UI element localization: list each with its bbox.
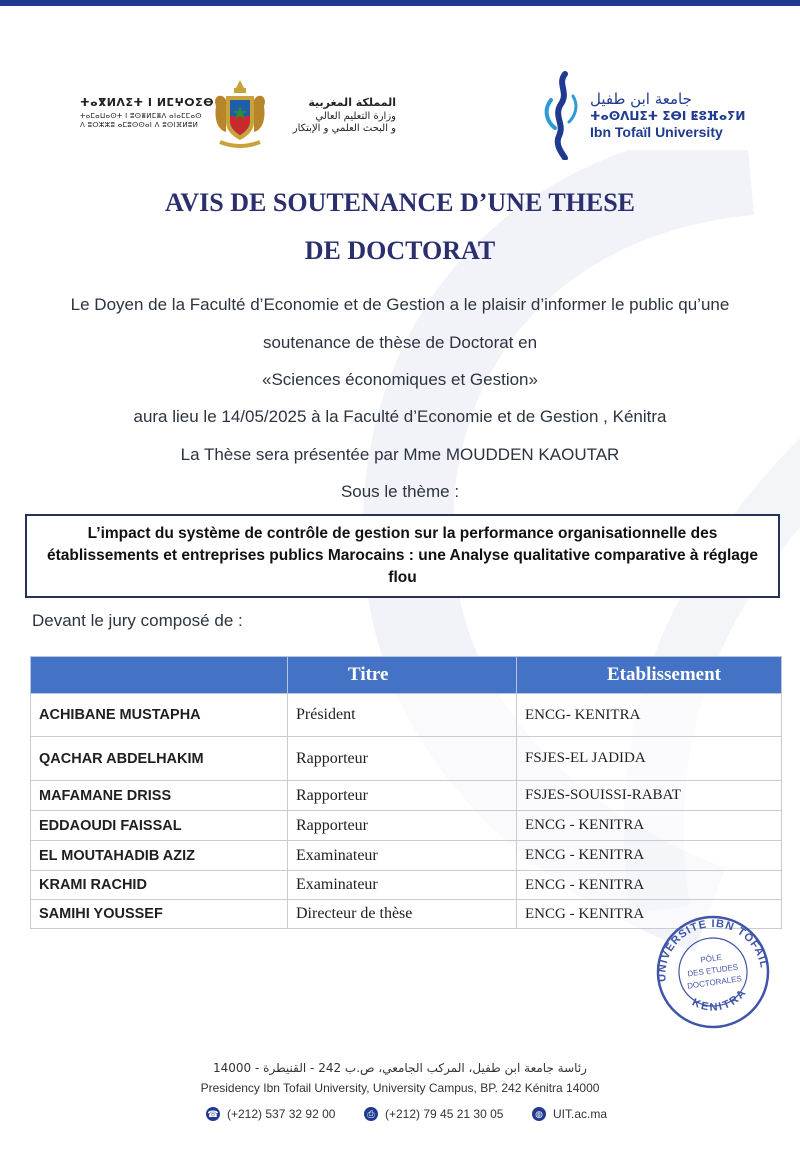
jury-member-name: MAFAMANE DRISS: [31, 781, 288, 811]
jury-member-name: KRAMI RACHID: [31, 871, 288, 900]
svg-text:KENITRA: [688, 985, 751, 1017]
jury-table-header: [31, 657, 782, 694]
stamp-center-line3: DOCTORALES: [686, 974, 743, 991]
footer-arabic-address: رئاسة جامعة ابن طفيل، المركب الجامعي، ص.ب 242 - القنيطرة - 14000: [213, 1061, 587, 1075]
header-titre: Titre: [288, 657, 517, 694]
stamp-center-line2: DES ETUDES: [686, 962, 739, 979]
globe-icon: ◍: [532, 1107, 546, 1121]
jury-member-role: Examinateur: [288, 871, 517, 900]
jury-table: [30, 656, 782, 929]
jury-member-role: Rapporteur: [288, 781, 517, 811]
footer-website-link[interactable]: UIT.ac.ma: [553, 1107, 608, 1121]
jury-member-institution: FSJES-SOUISSI-RABAT: [517, 781, 782, 811]
announcement-line2: soutenance de thèse de Doctorat en: [262, 333, 538, 352]
thesis-theme: L’impact du système de contrôle de gestion sur la performance organisationnelle des établissements et entreprises publics Marocains : une Analyse qualitative comparative à réglage flou: [47, 525, 758, 586]
jury-intro: Devant le jury composé de :: [32, 611, 243, 630]
phone-icon: ☎: [206, 1107, 220, 1121]
jury-member-institution: FSJES-EL JADIDA: [517, 737, 782, 781]
page-title-line1: AVIS DE SOUTENANCE D’UNE THESE: [164, 188, 636, 217]
announcement-theme-intro: Sous le thème :: [340, 482, 460, 501]
jury-member-name: SAMIHI YOUSSEF: [31, 900, 288, 929]
page-title-line2: DE DOCTORAT: [304, 236, 496, 265]
footer-contacts: [206, 1107, 606, 1125]
thesis-theme-box: [25, 514, 780, 598]
university-name-block: [590, 90, 745, 140]
footer-address: Presidency Ibn Tofail University, University Campus, BP. 242 Kénitra 14000: [200, 1081, 600, 1095]
ministry-arabic-line1: المملكة المغربية: [308, 96, 396, 109]
ministry-tifinagh-line3: ⴷ ⵓⵔⵣⵣⵓ ⴰⵎⵓⵙⵙⴰⵏ ⴷ ⵓⵙⵏⴼⵍⵓⵍ: [80, 121, 199, 129]
table-row: [31, 811, 782, 841]
jury-member-institution: ENCG- KENITRA: [517, 694, 782, 737]
jury-member-name: EL MOUTAHADIB AZIZ: [31, 841, 288, 871]
top-accent-bar: [0, 0, 800, 6]
ministry-tifinagh: [80, 96, 214, 129]
announcement-date-place: aura lieu le 14/05/2025 à la Faculté d’Economie et de Gestion , Kénitra: [133, 407, 667, 426]
fax-icon: ⎙: [364, 1107, 378, 1121]
announcement-candidate: La Thèse sera présentée par Mme MOUDDEN KAOUTAR: [180, 445, 620, 464]
moroccan-coat-of-arms-icon: [208, 76, 272, 152]
doctoral-studies-stamp: [651, 913, 775, 1031]
stamp-ring-top: UNIVERSITE IBN TOFAIL: [656, 917, 771, 983]
jury-member-role: Rapporteur: [288, 737, 517, 781]
jury-member-role: Rapporteur: [288, 811, 517, 841]
ministry-tifinagh-line1: ⵜⴰⴳⵍⴷⵉⵜ ⵏ ⵍⵎⵖⵔⵉⴱ: [80, 96, 215, 109]
ministry-arabic: [284, 96, 396, 134]
table-row: [31, 694, 782, 737]
header: [0, 70, 800, 160]
jury-member-institution: ENCG - KENITRA: [517, 841, 782, 871]
jury-member-role: Examinateur: [288, 841, 517, 871]
footer-fax: [364, 1107, 503, 1121]
announcement-discipline: «Sciences économiques et Gestion»: [262, 370, 538, 389]
jury-member-institution: ENCG - KENITRA: [517, 871, 782, 900]
jury-member-name: ACHIBANE MUSTAPHA: [31, 694, 288, 737]
stamp-center-line1: PÔLE: [699, 952, 723, 965]
header-etablissement: Etablissement: [517, 657, 782, 694]
jury-member-institution: ENCG - KENITRA: [517, 811, 782, 841]
footer-phone-number: (+212) 537 32 92 00: [227, 1107, 336, 1121]
university-name: Ibn Tofaïl University: [590, 124, 723, 140]
university-tifinagh: ⵜⴰⵙⴷⵡⵉⵜ ⵉⴱⵏ ⵟⵓⴼⴰⵢⵍ: [590, 109, 746, 123]
footer-phone: [206, 1107, 335, 1121]
stamp-ring-bottom: KENITRA: [690, 986, 750, 1014]
footer-website[interactable]: [532, 1107, 607, 1121]
ministry-arabic-line3: و البحث العلمي و الإبتكار: [292, 123, 396, 134]
table-row: [31, 841, 782, 871]
ibn-tofail-logo-icon: [535, 70, 585, 160]
table-row: [31, 781, 782, 811]
jury-member-role: Président: [288, 694, 517, 737]
jury-member-role: Directeur de thèse: [288, 900, 517, 929]
university-arabic: جامعة ابن طفيل: [590, 90, 692, 108]
announcement-line1: Le Doyen de la Faculté d’Economie et de Gestion a le plaisir d’informer le public qu’une: [70, 295, 730, 314]
jury-member-institution: ENCG - KENITRA: [517, 900, 782, 929]
footer-fax-number: (+212) 79 45 21 30 05: [385, 1107, 504, 1121]
table-row: [31, 737, 782, 781]
jury-member-name: QACHAR ABDELHAKIM: [31, 737, 288, 781]
ministry-tifinagh-line2: ⵜⴰⵎⴰⵡⴰⵙⵜ ⵏ ⵓⵙⴻⵍⵎⴻⴷ ⴰⵏⴰⵎⵎⴰⵙ: [80, 112, 202, 120]
ministry-arabic-line2: وزارة التعليم العالي: [315, 111, 396, 122]
header-name: [31, 657, 288, 694]
table-row: [31, 871, 782, 900]
jury-member-name: EDDAOUDI FAISSAL: [31, 811, 288, 841]
